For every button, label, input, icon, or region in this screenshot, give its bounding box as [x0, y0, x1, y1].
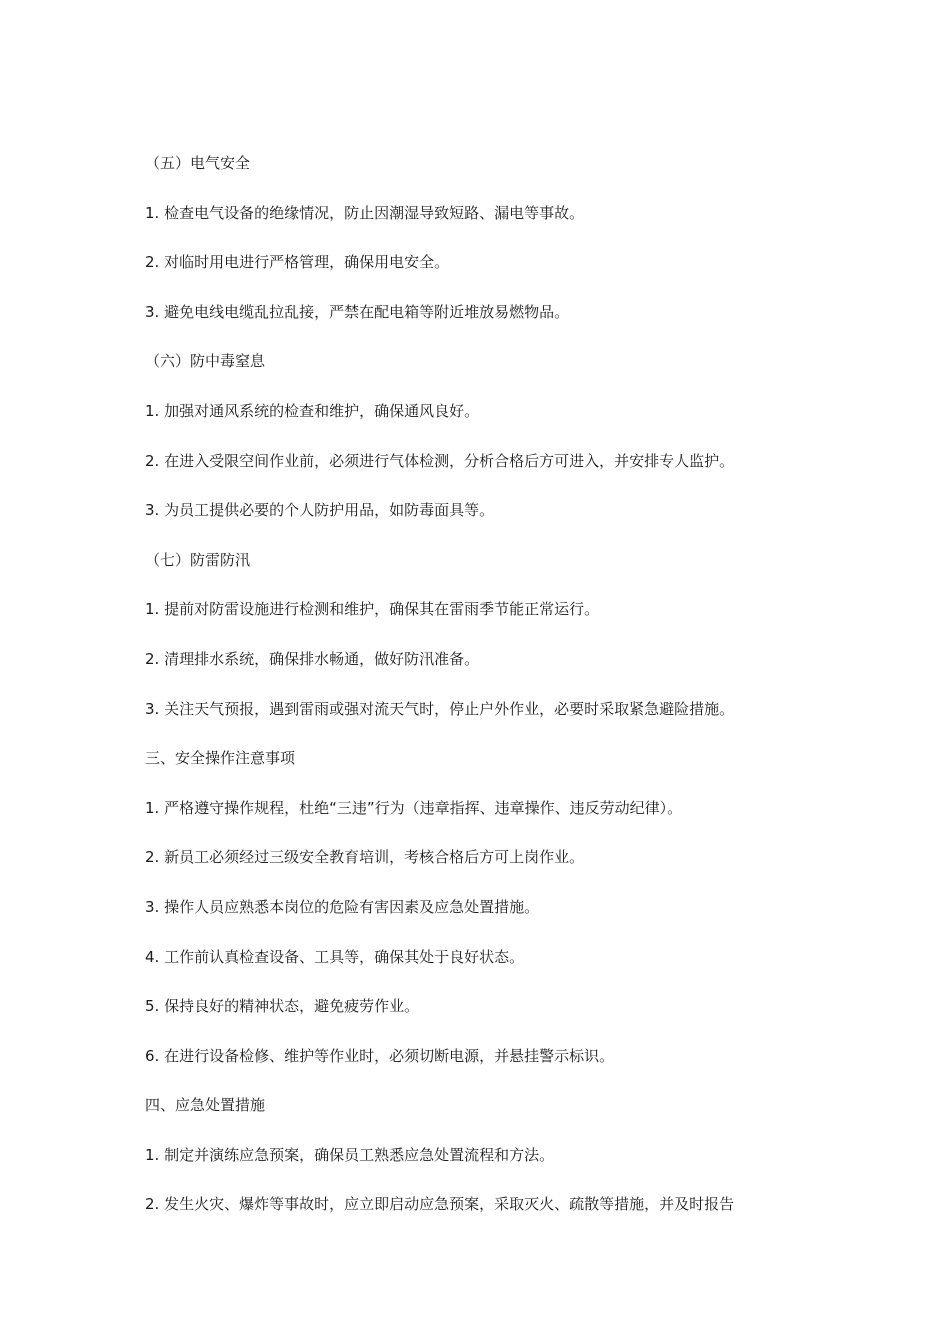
document-body [145, 149, 825, 1240]
chapter-heading-safe-operation: 三、安全操作注意事项 [145, 749, 296, 768]
paragraph: 3. 操作人员应熟悉本岗位的危险有害因素及应急处置措施。 [145, 897, 540, 916]
paragraph: 5. 保持良好的精神状态，避免疲劳作业。 [145, 997, 420, 1016]
paragraph: 4. 工作前认真检查设备、工具等，确保其处于良好状态。 [145, 947, 525, 966]
paragraph: 2. 在进入受限空间作业前，必须进行气体检测，分析合格后方可进入，并安排专人监护。 [145, 451, 735, 470]
paragraph: 6. 在进行设备检修、维护等作业时，必须切断电源，并悬挂警示标识。 [145, 1046, 615, 1065]
section-heading-lightning-flood: （七）防雷防汛 [145, 550, 251, 569]
section-heading-electrical-safety: （五）电气安全 [145, 154, 251, 172]
paragraph: 1. 严格遵守操作规程，杜绝“三违”行为（违章指挥、违章操作、违反劳动纪律）。 [145, 798, 683, 817]
paragraph: 1. 提前对防雷设施进行检测和维护，确保其在雷雨季节能正常运行。 [145, 600, 600, 619]
chapter-heading-emergency-response: 四、应急处置措施 [145, 1096, 266, 1115]
paragraph: 3. 为员工提供必要的个人防护用品，如防毒面具等。 [145, 501, 495, 520]
paragraph: 3. 避免电线电缆乱拉乱接，严禁在配电箱等附近堆放易燃物品。 [145, 302, 570, 321]
paragraph: 2. 对临时用电进行严格管理，确保用电安全。 [145, 253, 450, 272]
paragraph: 1. 加强对通风系统的检查和维护，确保通风良好。 [145, 401, 480, 420]
paragraph: 2. 发生火灾、爆炸等事故时，应立即启动应急预案，采取灭火、疏散等措施，并及时报告 [145, 1195, 735, 1214]
paragraph: 3. 关注天气预报，遇到雷雨或强对流天气时，停止户外作业，必要时采取紧急避险措施。 [145, 699, 735, 718]
paragraph: 1. 制定并演练应急预案，确保员工熟悉应急处置流程和方法。 [145, 1145, 555, 1164]
paragraph: 2. 新员工必须经过三级安全教育培训，考核合格后方可上岗作业。 [145, 848, 585, 867]
paragraph: 2. 清理排水系统，确保排水畅通，做好防汛准备。 [145, 649, 480, 668]
section-heading-poisoning-prevention: （六）防中毒窒息 [145, 352, 266, 371]
paragraph: 1. 检查电气设备的绝缘情况，防止因潮湿导致短路、漏电等事故。 [145, 203, 585, 222]
